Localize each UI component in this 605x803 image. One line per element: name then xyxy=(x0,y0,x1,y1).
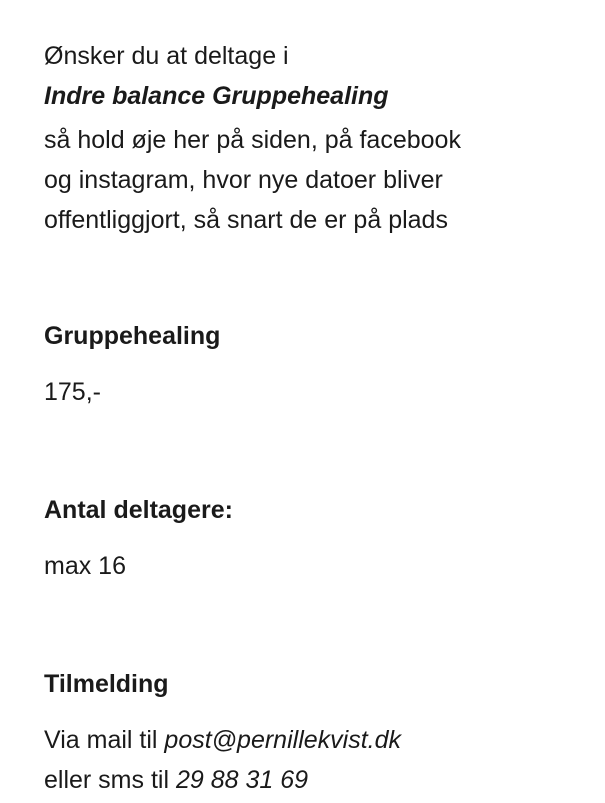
price-value: 175,- xyxy=(44,378,101,406)
phone-link[interactable]: 29 88 31 69 xyxy=(175,766,309,794)
signup-mail-line xyxy=(44,720,584,760)
intro-lead-text: Ønsker du at deltage i xyxy=(44,42,289,70)
mail-prefix: Via mail til xyxy=(44,726,165,754)
price-heading: Gruppehealing xyxy=(44,322,221,350)
email-link[interactable]: post@pernillekvist.dk xyxy=(164,726,402,754)
content-area xyxy=(44,36,584,800)
price-section xyxy=(44,316,584,412)
sms-prefix: eller sms til xyxy=(44,766,176,794)
signup-sms-line xyxy=(44,760,584,800)
intro-body-line-2: og instagram, hvor nye datoer bliver xyxy=(44,166,443,194)
intro-section xyxy=(44,36,584,240)
intro-body-line-1: så hold øje her på siden, på facebook xyxy=(44,126,461,154)
signup-section xyxy=(44,664,584,800)
signup-heading: Tilmelding xyxy=(44,670,169,698)
participants-value: max 16 xyxy=(44,552,126,580)
course-name: Indre balance Gruppehealing xyxy=(44,82,389,110)
participants-heading: Antal deltagere: xyxy=(44,496,233,524)
participants-section xyxy=(44,490,584,586)
intro-body-line-3: offentliggjort, så snart de er på plads xyxy=(44,206,448,234)
